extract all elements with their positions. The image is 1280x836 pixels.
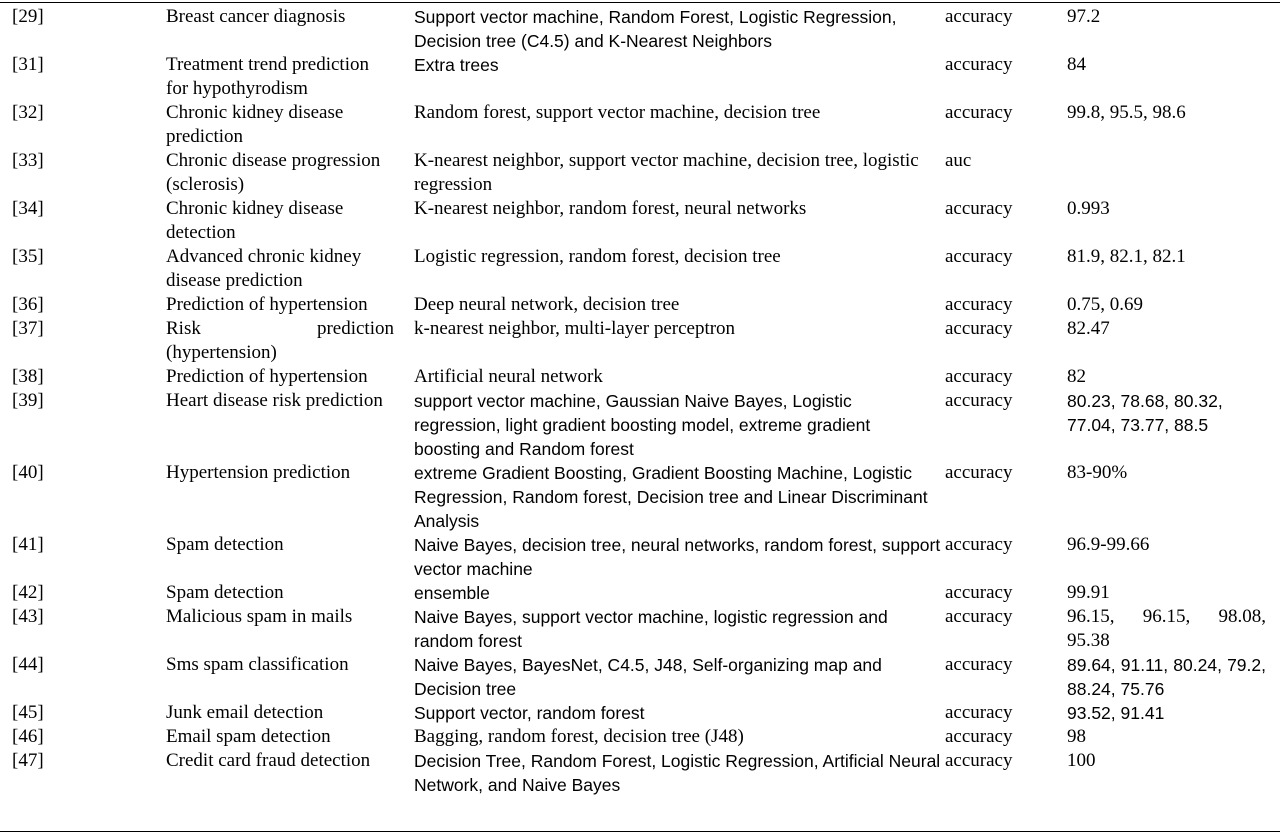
application-cell: Chronic disease progression (sclerosis) (166, 150, 381, 195)
metric-cell: accuracy (945, 318, 1013, 339)
result-cell: 82.47 (1067, 318, 1110, 339)
application-cell: Treatment trend prediction for hypothyrodism (166, 54, 369, 99)
result-cell: 98 (1067, 726, 1086, 747)
table-row (0, 533, 1280, 581)
metric-cell: accuracy (945, 294, 1013, 315)
reference-cell: [37] (12, 318, 44, 339)
metric-cell: accuracy (945, 582, 1013, 603)
application-cell: Advanced chronic kidney disease prediction (166, 246, 362, 291)
algorithms-cell: Naive Bayes, decision tree, neural networks, random forest, support vector machine (414, 535, 941, 579)
application-cell: Junk email detection (166, 702, 324, 723)
table-row (0, 605, 1280, 653)
algorithms-cell: Random forest, support vector machine, decision tree (414, 102, 821, 123)
table-row (0, 581, 1280, 605)
result-cell: 81.9, 82.1, 82.1 (1067, 246, 1186, 267)
result-cell: 96.9-99.66 (1067, 534, 1150, 555)
result-cell (1067, 149, 1280, 197)
algorithms-cell: Deep neural network, decision tree (414, 294, 680, 315)
table-row (0, 389, 1280, 461)
table-row (0, 245, 1280, 293)
table-row (0, 725, 1280, 749)
application-cell: Risk prediction (hypertension) (166, 318, 394, 363)
metric-cell: accuracy (945, 726, 1013, 747)
table-row (0, 317, 1280, 365)
metric-cell: accuracy (945, 702, 1013, 723)
reference-cell: [42] (12, 582, 44, 603)
table-row (0, 101, 1280, 149)
algorithms-cell: Logistic regression, random forest, decision tree (414, 246, 781, 267)
reference-cell: [46] (12, 726, 44, 747)
reference-cell: [32] (12, 102, 44, 123)
reference-cell: [29] (12, 6, 44, 27)
metric-cell: accuracy (945, 462, 1013, 483)
result-cell: 84 (1067, 54, 1086, 75)
result-cell: 99.91 (1067, 582, 1110, 603)
table-row (0, 5, 1280, 53)
result-cell: 83-90% (1067, 462, 1128, 483)
result-cell: 0.993 (1067, 198, 1110, 219)
result-cell: 99.8, 95.5, 98.6 (1067, 102, 1186, 123)
table-row (0, 749, 1280, 797)
algorithms-cell: Extra trees (414, 55, 499, 75)
metric-cell: accuracy (945, 654, 1013, 675)
algorithms-cell: Support vector, random forest (414, 703, 645, 723)
reference-cell: [34] (12, 198, 44, 219)
result-cell: 100 (1067, 750, 1096, 771)
application-cell: Heart disease risk prediction (166, 390, 383, 411)
application-cell: Malicious spam in mails (166, 606, 353, 627)
metric-cell: accuracy (945, 390, 1013, 411)
application-cell: Prediction of hypertension (166, 366, 368, 387)
table-row (0, 53, 1280, 101)
reference-cell: [38] (12, 366, 44, 387)
result-cell: 96.15, 96.15, 98.08, 95.38 (1067, 606, 1266, 651)
reference-cell: [35] (12, 246, 44, 267)
application-cell: Credit card fraud detection (166, 750, 371, 771)
result-cell: 82 (1067, 366, 1086, 387)
table-top-rule (0, 2, 1280, 3)
algorithms-cell: Support vector machine, Random Forest, Logistic Regression, Decision tree (C4.5) and K-Nearest Neighbors (414, 7, 897, 51)
table-bottom-rule (0, 831, 1280, 832)
metric-cell: accuracy (945, 102, 1013, 123)
application-cell: Prediction of hypertension (166, 294, 368, 315)
algorithms-cell: ensemble (414, 583, 490, 603)
application-cell: Sms spam classification (166, 654, 349, 675)
reference-cell: [33] (12, 150, 44, 171)
algorithms-cell: extreme Gradient Boosting, Gradient Boosting Machine, Logistic Regression, Random forest, Decision tree and Linear Discriminant Analysis (414, 463, 928, 531)
table-row (0, 149, 1280, 197)
metric-cell: accuracy (945, 246, 1013, 267)
metric-cell: accuracy (945, 366, 1013, 387)
table-row (0, 197, 1280, 245)
table-row (0, 293, 1280, 317)
application-cell: Spam detection (166, 534, 284, 555)
reference-cell: [39] (12, 390, 44, 411)
reference-cell: [31] (12, 54, 44, 75)
result-cell: 80.23, 78.68, 80.32, 77.04, 73.77, 88.5 (1067, 391, 1223, 435)
result-cell: 0.75, 0.69 (1067, 294, 1143, 315)
algorithms-cell: k-nearest neighbor, multi-layer perceptron (414, 318, 736, 339)
application-cell: Breast cancer diagnosis (166, 6, 346, 27)
metric-cell: accuracy (945, 6, 1013, 27)
application-cell: Chronic kidney disease detection (166, 198, 344, 243)
table-row (0, 653, 1280, 701)
reference-cell: [41] (12, 534, 44, 555)
algorithms-cell: K-nearest neighbor, support vector machine, decision tree, logistic regression (414, 150, 919, 195)
algorithms-cell: Naive Bayes, support vector machine, logistic regression and random forest (414, 607, 888, 651)
metric-cell: accuracy (945, 198, 1013, 219)
table-body (0, 5, 1280, 797)
algorithms-cell: Bagging, random forest, decision tree (J48) (414, 726, 744, 747)
algorithms-cell: Naive Bayes, BayesNet, C4.5, J48, Self-organizing map and Decision tree (414, 655, 882, 699)
reference-cell: [44] (12, 654, 44, 675)
reference-cell: [45] (12, 702, 44, 723)
result-cell: 97.2 (1067, 6, 1101, 27)
algorithms-cell: K-nearest neighbor, random forest, neural networks (414, 198, 807, 219)
table-row (0, 461, 1280, 533)
application-cell: Hypertension prediction (166, 462, 351, 483)
algorithms-cell: Decision Tree, Random Forest, Logistic Regression, Artificial Neural Network, and Naive Bayes (414, 751, 941, 795)
literature-table (0, 5, 1280, 797)
reference-cell: [43] (12, 606, 44, 627)
result-cell: 93.52, 91.41 (1067, 703, 1165, 723)
metric-cell: auc (945, 150, 972, 171)
result-cell: 89.64, 91.11, 80.24, 79.2, 88.24, 75.76 (1067, 655, 1266, 699)
metric-cell: accuracy (945, 534, 1013, 555)
reference-cell: [36] (12, 294, 44, 315)
reference-cell: [40] (12, 462, 44, 483)
metric-cell: accuracy (945, 606, 1013, 627)
application-cell: Spam detection (166, 582, 284, 603)
application-cell: Email spam detection (166, 726, 331, 747)
reference-cell: [47] (12, 750, 44, 771)
metric-cell: accuracy (945, 54, 1013, 75)
table-row (0, 365, 1280, 389)
application-cell: Chronic kidney disease prediction (166, 102, 344, 147)
algorithms-cell: support vector machine, Gaussian Naive Bayes, Logistic regression, light gradient boosting model, extreme gradient boosting and Random forest (414, 391, 871, 459)
metric-cell: accuracy (945, 750, 1013, 771)
algorithms-cell: Artificial neural network (414, 366, 603, 387)
table-row (0, 701, 1280, 725)
